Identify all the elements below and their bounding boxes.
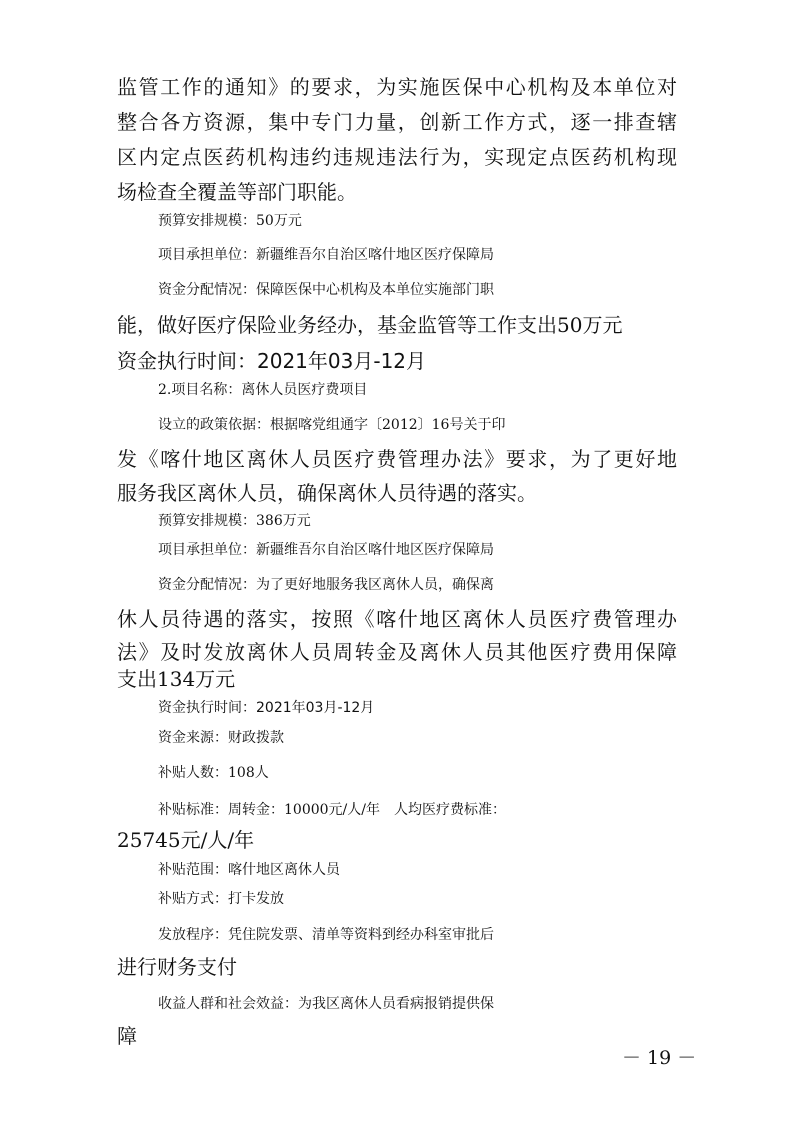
project-title-line: 2.项目名称：离休人员医疗费项目 [158,382,368,398]
subsidy-method-line: 补贴方式：打卡发放 [158,891,284,907]
body-text-line: 监管工作的通知》的要求，为实施医保中心机构及本单位对 [117,75,677,99]
fund-execution-time-line: 资金执行时间：2021年03月-12月 [158,700,375,716]
fund-source-line: 资金来源：财政拨款 [158,730,284,746]
body-text-line: 服务我区离休人员，确保离休人员待遇的落实。 [117,481,537,505]
fund-allocation-line: 资金分配情况：保障医保中心机构及本单位实施部门职 [158,282,494,298]
beneficiaries-line: 收益人群和社会效益：为我区离休人员看病报销提供保 [158,996,494,1012]
body-text-line: 区内定点医药机构违约违规违法行为，实现定点医药机构现 [117,145,677,169]
body-text-line: 发《喀什地区离休人员医疗费管理办法》要求，为了更好地 [117,447,677,471]
budget-scale-line: 预算安排规模：50万元 [158,213,302,229]
page-number: － 19 － [622,1047,697,1069]
body-text-line: 能，做好医疗保险业务经办，基金监管等工作支出50万元 [117,313,623,337]
distribution-procedure-line: 发放程序：凭住院发票、清单等资料到经办科室审批后 [158,927,494,943]
body-text-line: 法》及时发放离休人员周转金及离休人员其他医疗费用保障 [117,640,677,664]
policy-basis-line: 设立的政策依据：根据喀党组通字〔2012〕16号关于印 [158,417,506,433]
subsidy-standard-line: 补贴标准：周转金：10000元/人/年 人均医疗费标准： [158,802,506,818]
body-text-line: 场检查全覆盖等部门职能。 [117,180,357,204]
subsidy-count-line: 补贴人数：108人 [158,765,269,781]
fund-execution-time-line: 资金执行时间：2021年03月-12月 [117,349,427,373]
fund-allocation-line: 资金分配情况：为了更好地服务我区离休人员，确保离 [158,577,494,593]
body-text-line: 支出134万元 [117,667,236,691]
body-text-line: 整合各方资源，集中专门力量，创新工作方式，逐一排查辖 [117,110,677,134]
body-text-line: 休人员待遇的落实，按照《喀什地区离休人员医疗费管理办 [117,607,677,631]
budget-scale-line: 预算安排规模：386万元 [158,513,311,529]
body-text-line: 25745元/人/年 [117,828,255,852]
project-unit-line: 项目承担单位：新疆维吾尔自治区喀什地区医疗保障局 [158,542,494,558]
project-unit-line: 项目承担单位：新疆维吾尔自治区喀什地区医疗保障局 [158,247,494,263]
body-text-line: 障 [117,1024,137,1048]
subsidy-scope-line: 补贴范围：喀什地区离休人员 [158,862,340,878]
body-text-line: 进行财务支付 [117,955,237,979]
